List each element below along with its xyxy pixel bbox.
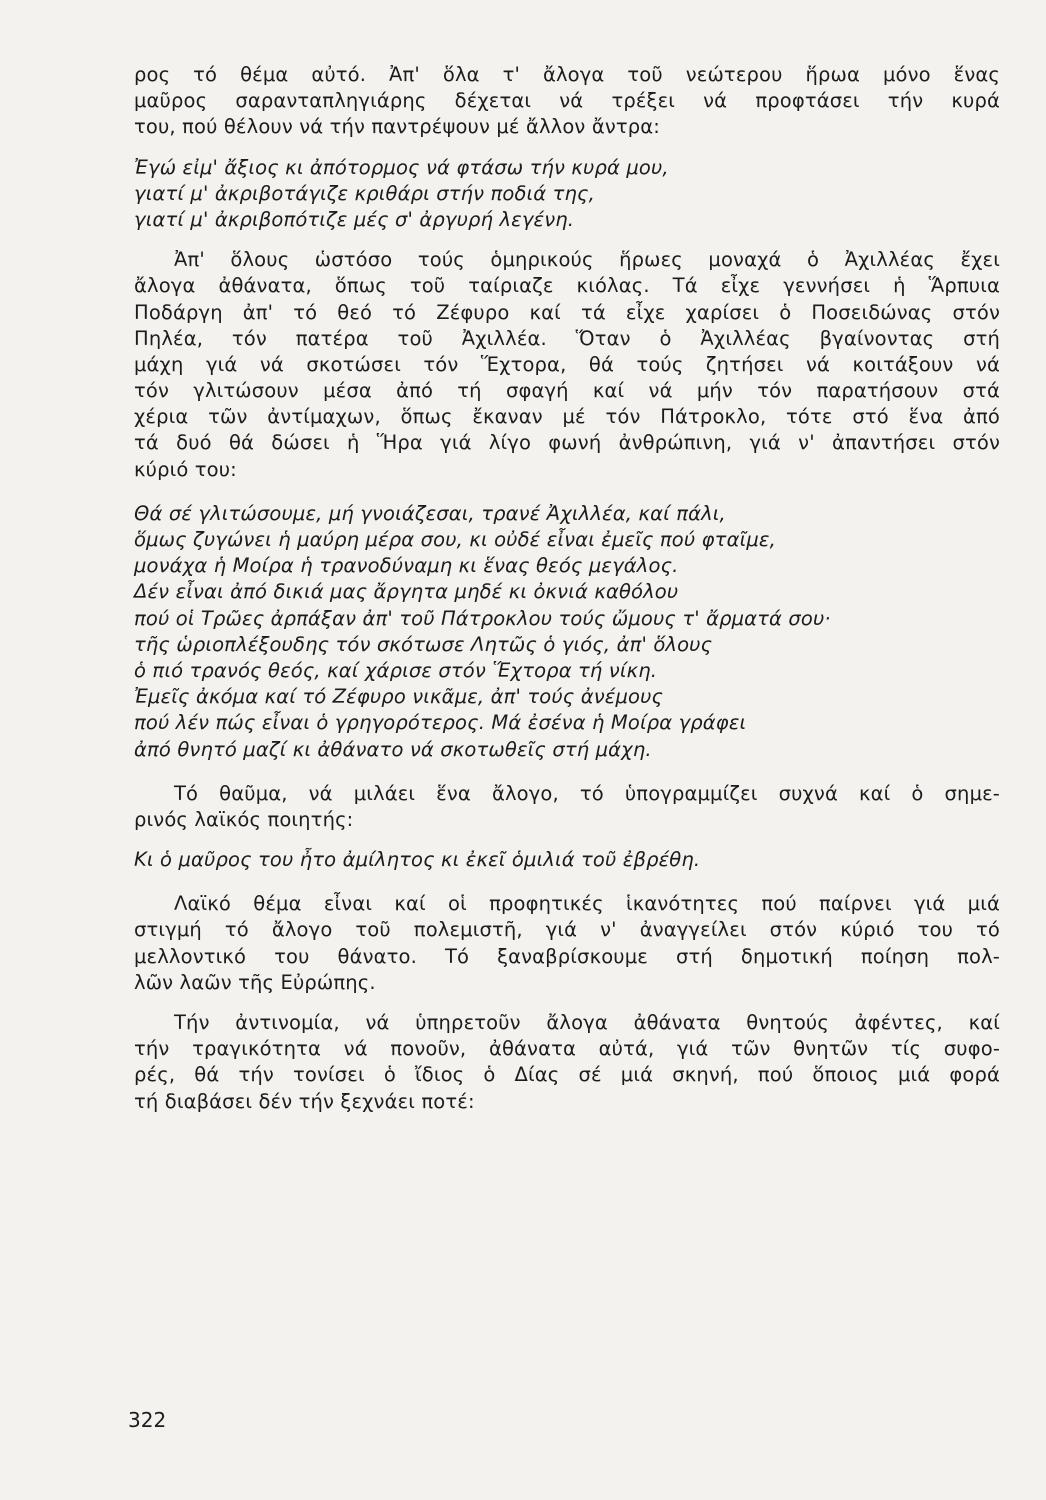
- paragraph-line: τή διαβάσει δέν τήν ξεχνάει ποτέ:: [134, 1089, 475, 1113]
- verse-quote-2: [134, 501, 1000, 763]
- verse-line: Θά σέ γλιτώσουμε, μή γνοιάζεσαι, τρανέ Ἀχιλλέα, καί πάλι,: [134, 501, 726, 525]
- paragraph-line: ρος τό θέμα αὐτό. Ἀπ' ὅλα τ' ἄλογα τοῦ νεώτερου ἥρωα μόνο ἕνας: [134, 63, 1000, 86]
- paragraph-line: ρινός λαϊκός ποιητής:: [134, 807, 354, 831]
- verse-line: Ἐμεῖς ἀκόμα καί τό Ζέφυρο νικᾶμε, ἀπ' τούς ἀνέμους: [134, 685, 664, 709]
- paragraph-line: Τό θαῦμα, νά μιλάει ἕνα ἄλογο, τό ὑπογραμμίζει συχνά καί ὁ σημε-: [174, 781, 1000, 805]
- verse-line: γιατί μ' ἀκριβοπότιζε μές σ' ἀργυρή λεγένη.: [134, 207, 575, 231]
- page-number: 322: [128, 1408, 167, 1432]
- verse-line: Κι ὁ μαῦρος του ἦτο ἀμίλητος κι ἐκεῖ ὁμιλιά τοῦ ἐβρέθη.: [134, 848, 701, 872]
- paragraph-line: στιγμή τό ἄλογο τοῦ πολεμιστῆ, γιά ν' ἀναγγείλει στόν κύριό του τό: [134, 918, 1000, 942]
- verse-line: πού οἱ Τρῶες ἀρπάξαν ἀπ' τοῦ Πάτροκλου τούς ὤμους τ' ἄρματά σου·: [134, 606, 831, 630]
- verse-line: ὅμως ζυγώνει ἡ μαύρη μέρα σου, κι οὐδέ εἶναι ἐμεῖς πού φταῖμε,: [134, 528, 776, 551]
- paragraph-line: τά δυό θά δώσει ἡ Ἥρα γιά λίγο φωνή ἀνθρώπινη, γιά ν' ἀπαντήσει στόν: [134, 431, 1000, 455]
- paragraph-line: λῶν λαῶν τῆς Εὐρώπης.: [134, 970, 376, 994]
- paragraph-2: [134, 247, 1000, 483]
- verse-line: τῆς ὡριοπλέξουδης τόν σκότωσε Λητῶς ὁ γιός, ἀπ' ὅλους: [134, 632, 713, 656]
- verse-line: ὁ πιό τρανός θεός, καί χάρισε στόν Ἕχτορα τή νίκη.: [134, 658, 658, 682]
- verse-line: ἀπό θνητό μαζί κι ἀθάνατο νά σκοτωθεῖς στή μάχη.: [134, 737, 652, 761]
- paragraph-line: χέρια τῶν ἀντίμαχων, ὅπως ἔκαναν μέ τόν Πάτροκλο, τότε στό ἕνα ἀπό: [134, 405, 1000, 429]
- verse-quote-1: [134, 155, 1000, 234]
- paragraph-line: Πηλέα, τόν πατέρα τοῦ Ἀχιλλέα. Ὅταν ὁ Ἀχιλλέας βγαίνοντας στή: [134, 326, 1000, 350]
- verse-line: γιατί μ' ἀκριβοτάγιζε κριθάρι στήν ποδιά της,: [134, 181, 595, 205]
- paragraph-line: Ἀπ' ὅλους ὡστόσο τούς ὁμηρικούς ἥρωες μοναχά ὁ Ἀχιλλέας ἔχει: [174, 248, 1000, 272]
- page-text: [134, 62, 1000, 1115]
- paragraph-line: τόν γλιτώσουν μέσα ἀπό τή σφαγή καί νά μήν τόν παρατήσουν στά: [134, 379, 1000, 403]
- paragraph-1: [134, 62, 1000, 141]
- paragraph-line: Τήν ἀντινομία, νά ὑπηρετοῦν ἄλογα ἀθάνατα θνητούς ἀφέντες, καί: [174, 1011, 1000, 1034]
- paragraph-line: κύριό του:: [134, 457, 237, 481]
- paragraph-3: [134, 781, 1000, 833]
- paragraph-line: Ποδάργη ἀπ' τό θεό τό Ζέφυρο καί τά εἶχε χαρίσει ὁ Ποσειδώνας στόν: [134, 300, 1000, 324]
- paragraph-line: μάχη γιά νά σκοτώσει τόν Ἕχτορα, θά τούς ζητήσει νά κοιτάξουν νά: [134, 352, 1000, 376]
- paragraph-line: ἄλογα ἀθάνατα, ὅπως τοῦ ταίριαζε κιόλας. Τά εἶχε γεννήσει ἡ Ἅρπυια: [134, 274, 1000, 298]
- paragraph-line: Λαϊκό θέμα εἶναι καί οἱ προφητικές ἱκανότητες πού παίρνει γιά μιά: [174, 892, 1000, 916]
- verse-line: Ἐγώ εἰμ' ἄξιος κι ἀπότορμος νά φτάσω τήν κυρά μου,: [134, 155, 669, 179]
- paragraph-line: ρές, θά τήν τονίσει ὁ ἴδιος ὁ Δίας σέ μιά σκηνή, πού ὅποιος μιά φορά: [134, 1063, 1000, 1087]
- paragraph-5: [134, 1010, 1000, 1115]
- verse-quote-3: [134, 847, 1000, 873]
- verse-line: πού λέν πώς εἶναι ὁ γρηγορότερος. Μά ἐσένα ἡ Μοίρα γράφει: [134, 711, 747, 735]
- paragraph-line: μελλοντικό του θάνατο. Τό ξαναβρίσκουμε στή δημοτική ποίηση πολ-: [134, 944, 1000, 968]
- verse-line: Δέν εἶναι ἀπό δικιά μας ἄργητα μηδέ κι ὀκνιά καθόλου: [134, 580, 679, 604]
- paragraph-line: του, πού θέλουν νά τήν παντρέψουν μέ ἄλλον ἄντρα:: [134, 115, 661, 139]
- paragraph-line: τήν τραγικότητα νά πονοῦν, ἀθάνατα αὐτά, γιά τῶν θνητῶν τίς συφο-: [134, 1037, 1000, 1061]
- paragraph-4: [134, 891, 1000, 996]
- paragraph-line: μαῦρος σαρανταπληγιάρης δέχεται νά τρέξει νά προφτάσει τήν κυρά: [134, 89, 1000, 113]
- verse-line: μονάχα ἡ Μοίρα ἡ τρανοδύναμη κι ἕνας θεός μεγάλος.: [134, 554, 679, 578]
